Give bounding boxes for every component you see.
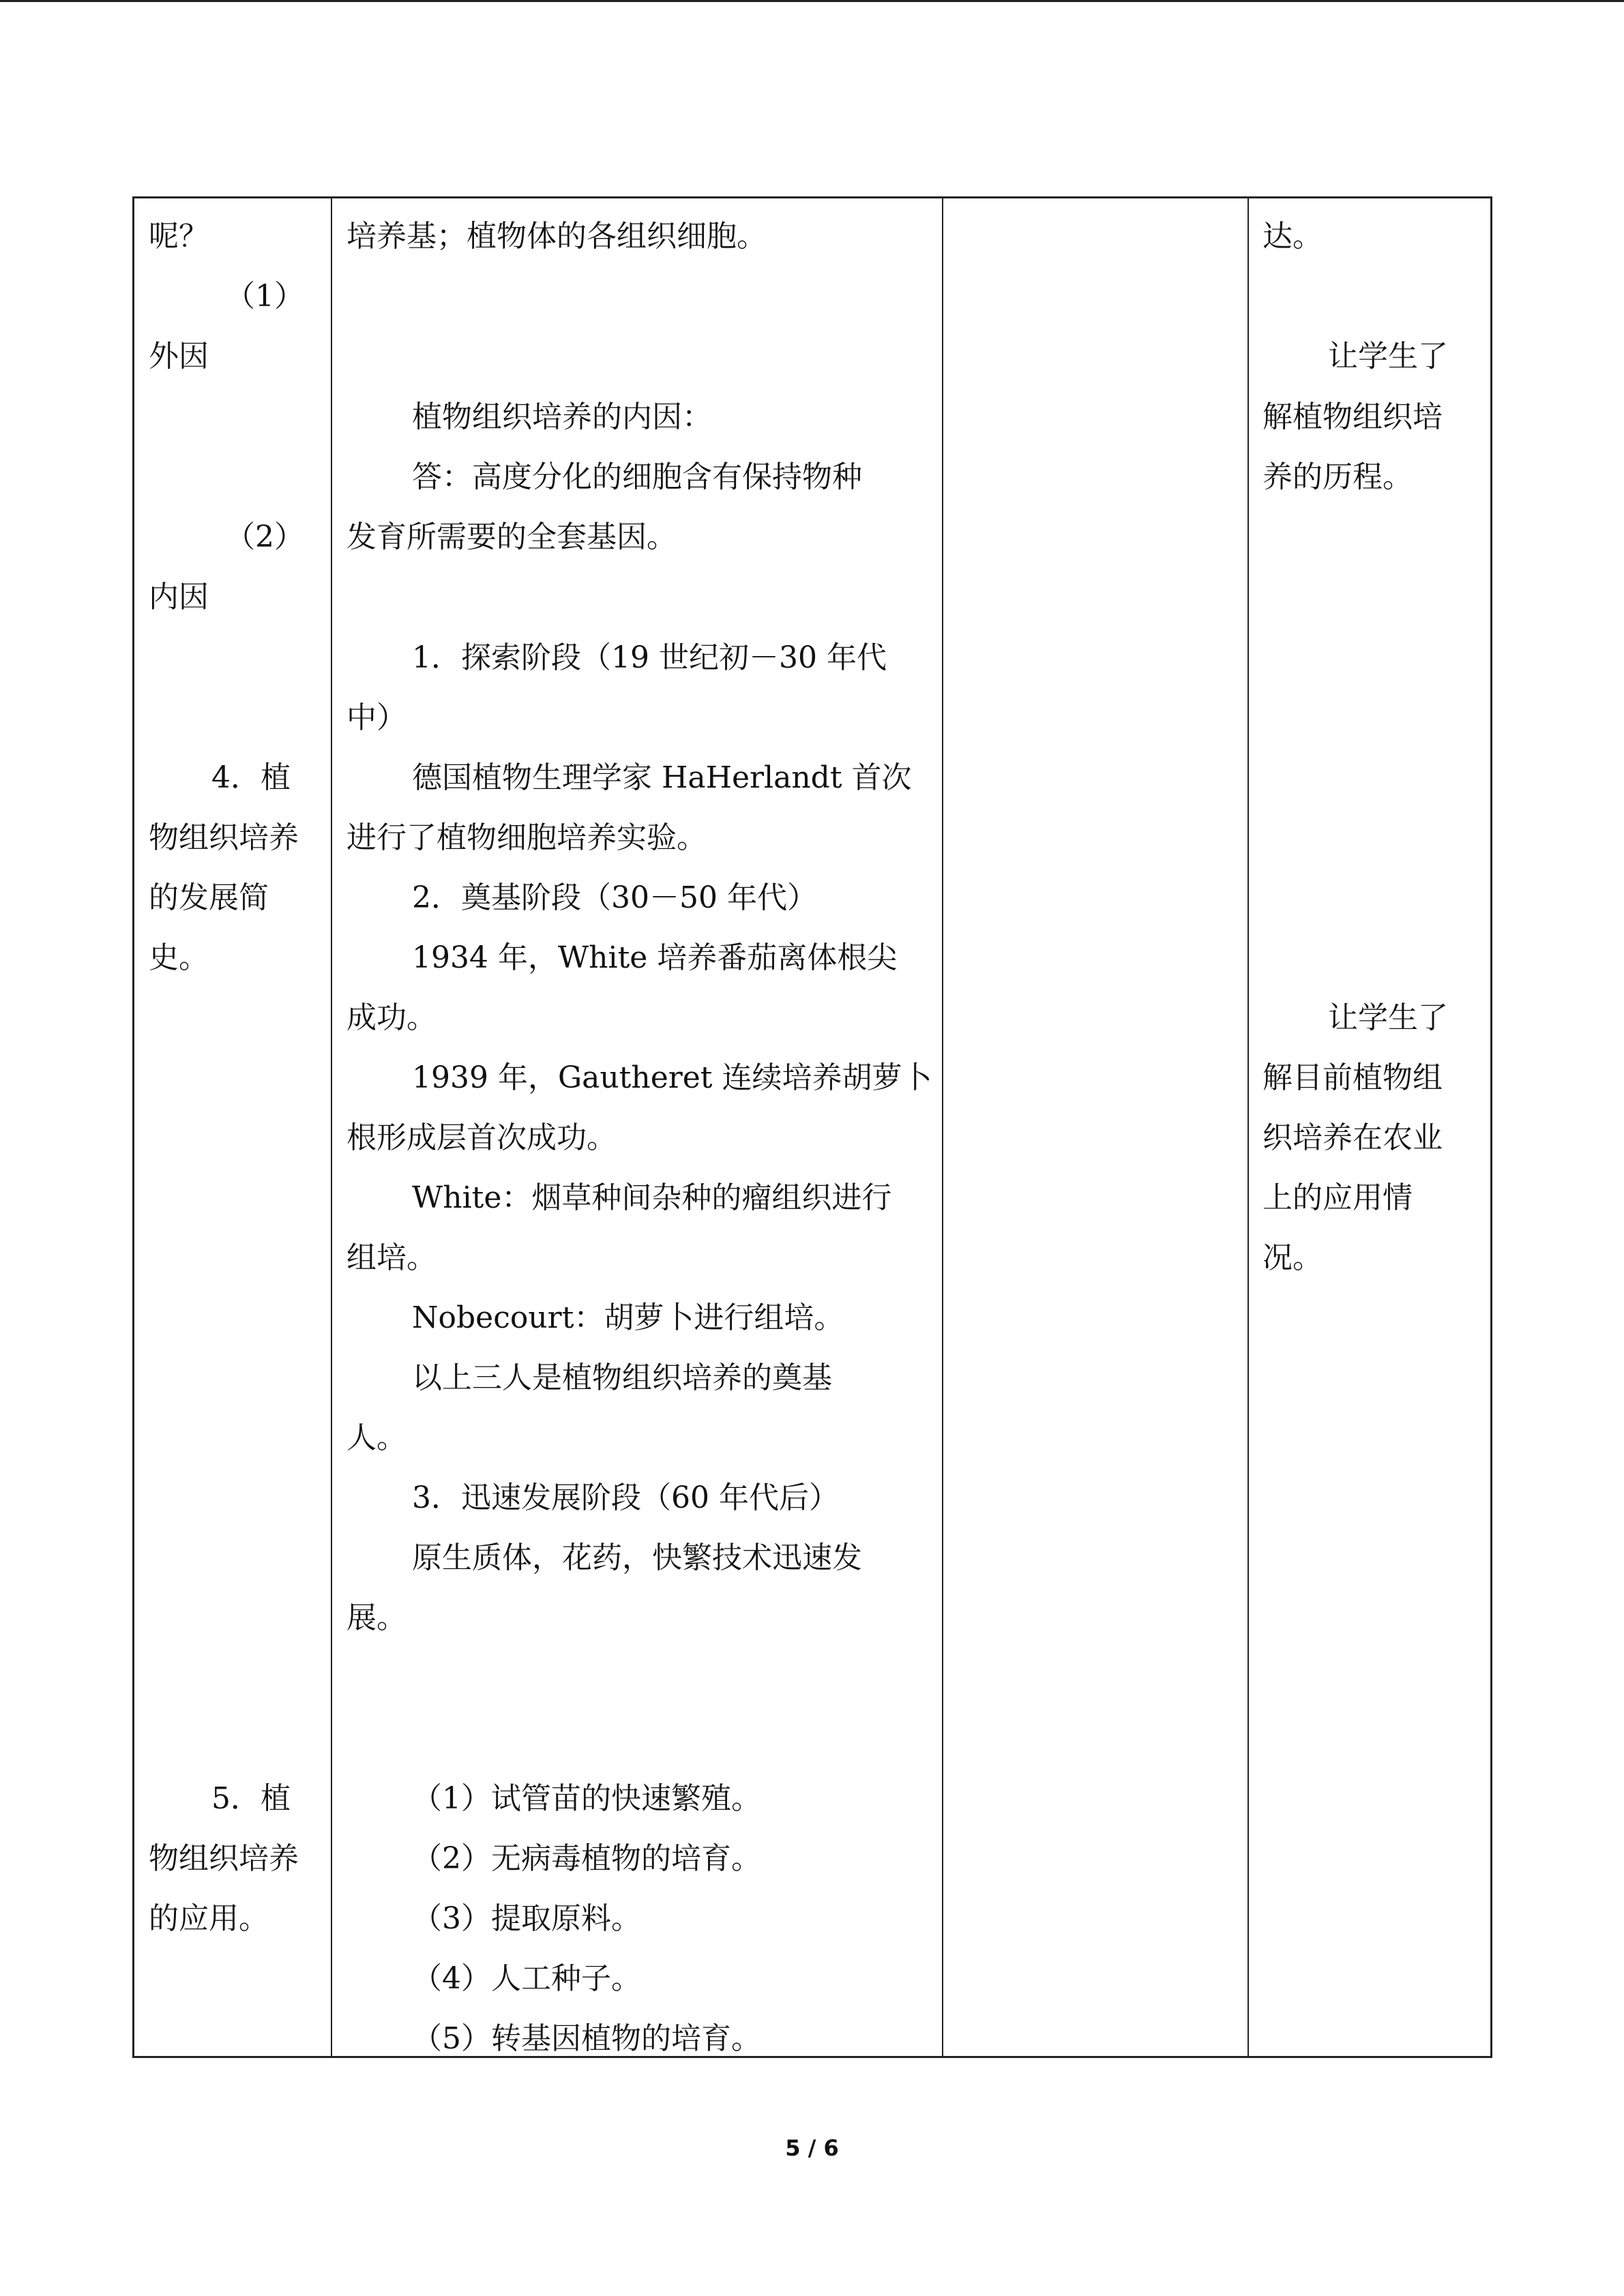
column-divider-3 (1247, 196, 1249, 2058)
content-stage-1-title-cont: 中） (346, 700, 407, 735)
content-gautheret-1939-cont: 根形成层首次成功。 (346, 1120, 617, 1155)
topic-application-line-2: 物组织培养 (149, 1841, 299, 1876)
content-application-1: （1）试管苗的快速繁殖。 (412, 1781, 761, 1816)
intent-application-line-4: 上的应用情 (1263, 1180, 1413, 1215)
content-internal-answer-cont: 发育所需要的全套基因。 (346, 520, 677, 554)
page-number: 5 / 6 (785, 2135, 839, 2161)
content-application-4: （4）人工种子。 (412, 1961, 641, 1996)
topic-application-line-3: 的应用。 (149, 1901, 269, 1936)
content-stage-3-title: 3．迅速发展阶段（60 年代后） (412, 1480, 839, 1515)
content-white-1934: 1934 年，White 培养番茄离体根尖 (412, 940, 898, 975)
topic-external-number: （1） (225, 279, 304, 314)
content-internal-answer: 答：高度分化的细胞含有保持物种 (412, 460, 862, 494)
intent-application-line-1: 让学生了 (1328, 1000, 1448, 1035)
intent-history-line-3: 养的历程。 (1263, 460, 1413, 494)
content-white-tumor: White：烟草种间杂种的瘤组织进行 (412, 1180, 892, 1215)
intent-history-line-2: 解植物组织培 (1263, 400, 1443, 434)
content-application-2: （2）无病毒植物的培育。 (412, 1841, 761, 1876)
column-divider-1 (331, 196, 332, 2058)
topic-history-line-4: 史。 (149, 940, 209, 975)
topic-history-line-2: 物组织培养 (149, 820, 299, 855)
content-stage-3-detail: 原生质体，花药，快繁技术迅速发 (412, 1540, 862, 1575)
page-top-border (0, 0, 1624, 2)
intent-application-line-5: 况。 (1263, 1240, 1323, 1275)
intent-history-line-1: 让学生了 (1328, 339, 1448, 374)
topic-question-mark: 呢？ (149, 219, 209, 254)
content-white-tumor-cont: 组培。 (346, 1240, 437, 1275)
intent-application-line-2: 解目前植物组 (1263, 1060, 1443, 1095)
intent-end-of-sentence: 达。 (1263, 219, 1323, 254)
content-application-3: （3）提取原料。 (412, 1901, 641, 1936)
content-medium-line: 培养基；植物体的各组织细胞。 (346, 219, 767, 254)
content-stage-1-title: 1．探索阶段（19 世纪初－30 年代 (412, 640, 887, 675)
content-stage-3-detail-cont: 展。 (346, 1600, 407, 1635)
content-haberlandt-cont: 进行了植物细胞培养实验。 (346, 820, 707, 855)
content-founders: 以上三人是植物组织培养的奠基 (412, 1360, 832, 1395)
content-gautheret-1939: 1939 年，Gautheret 连续培养胡萝卜 (412, 1060, 932, 1095)
topic-history-line-3: 的发展简 (149, 880, 269, 915)
content-application-5: （5）转基因植物的培育。 (412, 2021, 761, 2056)
content-stage-2-title: 2．奠基阶段（30－50 年代） (412, 880, 817, 915)
topic-internal-number: （2） (225, 520, 304, 554)
content-founders-cont: 人。 (346, 1420, 407, 1455)
topic-internal-factor: 内因 (149, 580, 209, 614)
topic-external-factor: 外因 (149, 339, 209, 374)
content-white-1934-cont: 成功。 (346, 1000, 437, 1035)
topic-history-heading: 4．植 (211, 760, 291, 795)
intent-application-line-3: 织培养在农业 (1263, 1120, 1443, 1155)
topic-application-heading: 5．植 (211, 1781, 291, 1816)
column-divider-2 (942, 196, 943, 2058)
content-haberlandt: 德国植物生理学家 HaHerlandt 首次 (412, 760, 912, 795)
content-nobecourt: Nobecourt：胡萝卜进行组培。 (412, 1300, 844, 1335)
content-internal-factor-title: 植物组织培养的内因： (412, 400, 712, 434)
